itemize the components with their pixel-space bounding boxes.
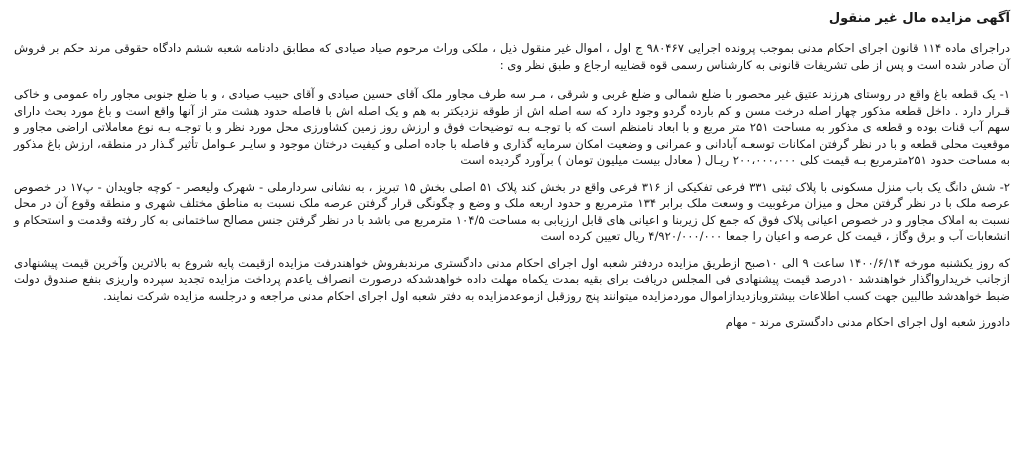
intro-paragraph: دراجرای ماده ۱۱۴ قانون اجرای احکام مدنی بموجب پرونده اجرایی ۹۸۰۴۶۷ ج اول ، اموال غیر منقول ذیل ، ملکی وراث مرحوم صیاد صیادی که مطابق دادنامه شعبه ششم دادگاه حقوقی مرند حکم بر فروش آن صادر شده است و پس از طی تشریفات قانونی به کارشناس رسمی قوه قضاییه ارجاع و طبق نظر وی : — [14, 41, 1010, 72]
property-2-paragraph: ۲- شش دانگ یک باب منزل مسکونی با پلاک ثبتی ۳۳۱ فرعی تفکیکی از ۳۱۶ فرعی واقع در بخش کند پلاک ۵۱ اصلی بخش ۱۵ تبریز ، به نشانی سردارملی - شهرک ولیعصر - کوچه جاویدان - پ۱۷ در خصوص عرصه ملک با در نظر گرفتن محل و میزان مرغوبیت و وسعت ملک برابر ۱۳۴ مترمربع و حدود اربعه ملک و وضع و چگونگی قرار گرفتن عرصه ملک نسبت به مناطق مختلف شهری و منطقه وقوع آن در محل نسبت به املاک مجاور و در خصوص اعیانی پلاک فوق که جمع کل زیربنا و اعیانی های قابل ارزیابی به مساحت ۱۰۴/۵ مترمربع می باشد با در نظر گرفتن جنس مصالح ساختمانی به کار رفته وقدمت و استحکام و انشعابات آب و برق وگاز ، قیمت کل عرصه و اعیان را جمعا ۴/۹۲۰/۰۰۰/۰۰۰ ریال تعیین کرده است — [14, 179, 1011, 243]
auction-terms-paragraph: که روز یکشنبه مورخه ۱۴۰۰/۶/۱۴ ساعت ۹ الی ۱۰صبح ازطریق مزایده دردفتر شعبه اول اجرای احکام مدنی دادگستری مرندبفروش خواهندرفت مزایده ازقیمت پایه شروع به بالاترین وآخرین قیمت پیشنهادی ازجانب خریداروا‌گذار خواهندشد ۱۰درصد قیمت پیشنهادی فی المجلس دریافت برای بقیه بمدت یکماه مهلت داده خواهدشدکه درصورت انصراف یاعدم پرداخت مزایده تجدید سپرده واریزی بنفع صندوق دولت ضبط خواهدشد طالبین جهت کسب اطلاعات بیشتروبازدیدازاموال موردمزایده میتوانند پنج روزقبل ازموعدمزایده به دفتر شعبه اول اجرای احکام مدنی مراجعه و درجلسه مزایده شرکت نمایند. — [14, 255, 1010, 303]
signature-line: دادورز شعبه اول اجرای احکام مدنی دادگستری مرند - مهام — [725, 315, 1010, 329]
document-title: آگهی مزایده مال غیر منقول — [828, 11, 1010, 26]
property-1-paragraph: ۱- یک قطعه باغ واقع در روستای هرزند عتیق غیر محصور با ضلع شمالی و ضلع غربی و شرقی ، مـر سه طرف مجاور ملک آقای حسین صیادی و آقای حبیب صیادی ، و با ضلع جنوبی مجاور راه عمومی و خاکی قـرار دارد . داخل قطعه مذکور چهار اصله درخت مسن و کم بارده گردو وجود دارد که سه اصله اش از طوقه نزدیکتر به هم و یک اصله اش با فاصله حدود هشت متر از آنها واقع است و باغ مورد بحث دارای سهم آب قنات بوده و قطعه ی مذکور به مساحت ۲۵۱ متر مربع و با ابعاد نامنظم است که با توجـه بـه توضیحات فوق و ارزش روز زمین کشاورزی محل مورد نظر و با توجـه بـه نوع معاملاتی اراضی مجاور و موقعیت محلی قطعه و با در نظر گرفتن امکانات توسعـه آبادانی و عمرانی و وضعیت امکان سرمایه گذاری و فاصله با جاده اصلی و کیفیت درختان موجود و سایـر عـوامل تأثیر گـذار در منطقه، ارزش باغ مذکور به مساحت حدود ۲۵۱مترمربع بـه قیمت کلی ۲۰۰،۰۰۰،۰۰۰ ریـال ( معادل بیست میلیون تومان ) برآورد گردیده است — [14, 87, 1010, 167]
